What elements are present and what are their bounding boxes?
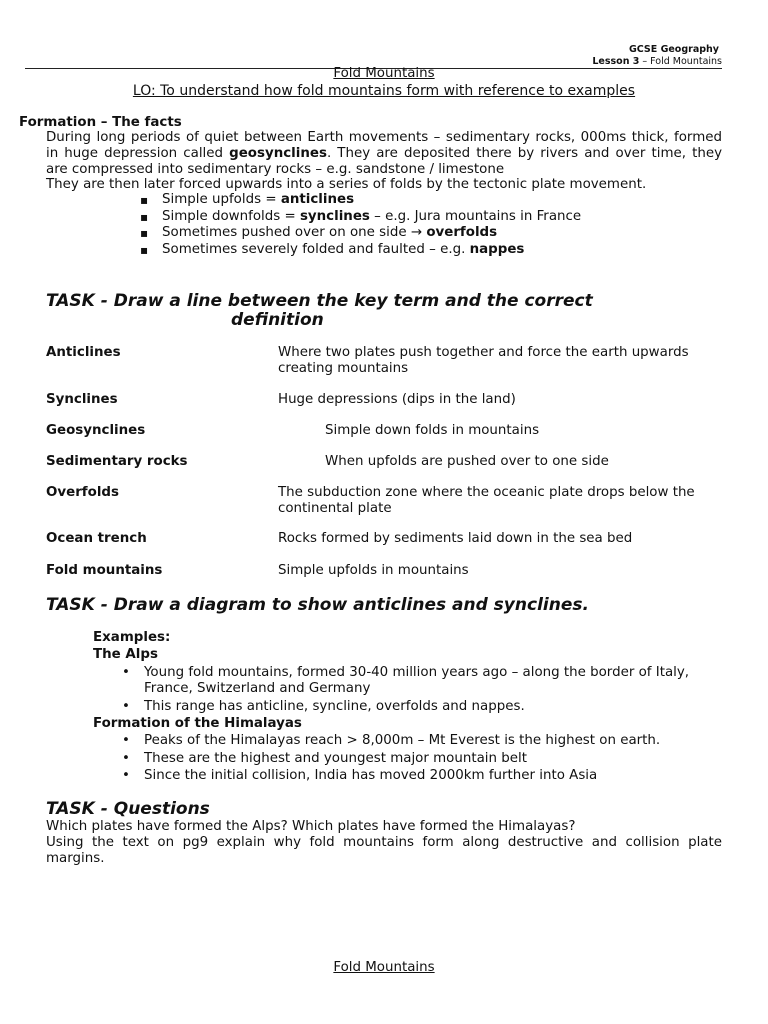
question-1: Which plates have formed the Alps? Which plates have formed the Himalayas? — [46, 819, 576, 834]
course-label: GCSE Geography — [628, 44, 719, 55]
fold-types-list — [140, 192, 581, 258]
list-item: • This range has anticline, syncline, overfolds and nappes. — [118, 699, 724, 715]
list-item — [140, 242, 581, 259]
himalayas-list — [118, 733, 724, 784]
definition: Huge depressions (dips in the land) — [278, 392, 516, 407]
himalayas-heading: Formation of the Himalayas — [93, 716, 302, 731]
lesson-topic: – Fold Mountains — [639, 56, 722, 67]
bullet-text: Sometimes pushed over on one side → — [162, 225, 427, 240]
list-item — [140, 225, 581, 242]
definition: Simple upfolds in mountains — [278, 563, 469, 578]
formation-text-b: . They are deposited there by rivers and over time, they are compressed into sedimentary rocks – e.g. sandstone / limestone — [46, 146, 723, 177]
question-2: Using the text on pg9 explain why fold mountains form along destructive and collision plate margins. — [46, 835, 722, 866]
term-synclines: Synclines — [46, 392, 118, 407]
geosynclines-term: geosynclines — [229, 146, 327, 161]
list-item — [140, 209, 581, 226]
formation-paragraph — [46, 130, 722, 178]
bullet-text: – e.g. Jura mountains in France — [369, 208, 582, 224]
definition: Simple down folds in mountains — [325, 423, 540, 438]
formation-text-a: During long periods of quiet between Earth movements – sedimentary rocks, 000ms thick, formed in huge depression called — [46, 130, 722, 161]
term-overfolds: Overfolds — [46, 485, 119, 500]
task-matching-heading: TASK - Draw a line between the key term and the correct — [46, 291, 593, 311]
list-item — [140, 192, 581, 209]
formation-paragraph-2: They are then later forced upwards into a series of folds by the tectonic plate movement. — [46, 177, 647, 192]
term-fold-mountains: Fold mountains — [46, 563, 163, 578]
definition: Where two plates push together and force the earth upwards creating mountains — [278, 345, 689, 376]
bullet-term: overfolds — [426, 225, 498, 240]
alps-heading: The Alps — [93, 647, 158, 662]
list-item: • Since the initial collision, India has moved 2000km further into Asia — [118, 768, 724, 784]
page-title-repeat: Fold Mountains — [333, 960, 435, 975]
bullet-text: Simple downfolds = — [162, 208, 300, 224]
list-item: • These are the highest and youngest major mountain belt — [118, 751, 724, 767]
task-matching-heading-cont: definition — [231, 310, 324, 330]
definition: Rocks formed by sediments laid down in the sea bed — [278, 531, 633, 546]
alps-list — [118, 665, 724, 715]
definition: When upfolds are pushed over to one side — [325, 454, 609, 469]
list-item: • Young fold mountains, formed 30-40 million years ago – along the border of Italy, France, Switzerland and Germany — [118, 665, 724, 697]
list-item: • Peaks of the Himalayas reach > 8,000m – Mt Everest is the highest on earth. — [118, 733, 724, 749]
task-questions-heading: TASK - Questions — [46, 799, 210, 819]
formation-heading: Formation – The facts — [19, 115, 182, 130]
bullet-term: synclines — [299, 208, 370, 224]
lesson-number: Lesson 3 — [592, 56, 640, 67]
term-ocean-trench: Ocean trench — [46, 531, 147, 546]
definition: The subduction zone where the oceanic plate drops below the continental plate — [278, 485, 695, 516]
task-diagram-heading: TASK - Draw a diagram to show anticlines and synclines. — [46, 595, 589, 615]
term-geosynclines: Geosynclines — [46, 423, 146, 438]
bullet-term: anticlines — [280, 192, 355, 207]
term-anticlines: Anticlines — [46, 345, 121, 360]
bullet-text: Simple upfolds = — [162, 192, 281, 207]
term-sedimentary-rocks: Sedimentary rocks — [46, 454, 188, 469]
learning-objective: LO: To understand how fold mountains form with reference to examples — [132, 83, 636, 99]
bullet-term: nappes — [469, 241, 525, 257]
page-title: Fold Mountains — [333, 66, 435, 81]
examples-heading: Examples: — [93, 630, 171, 645]
bullet-text: Sometimes severely folded and faulted – e.g. — [162, 241, 470, 257]
